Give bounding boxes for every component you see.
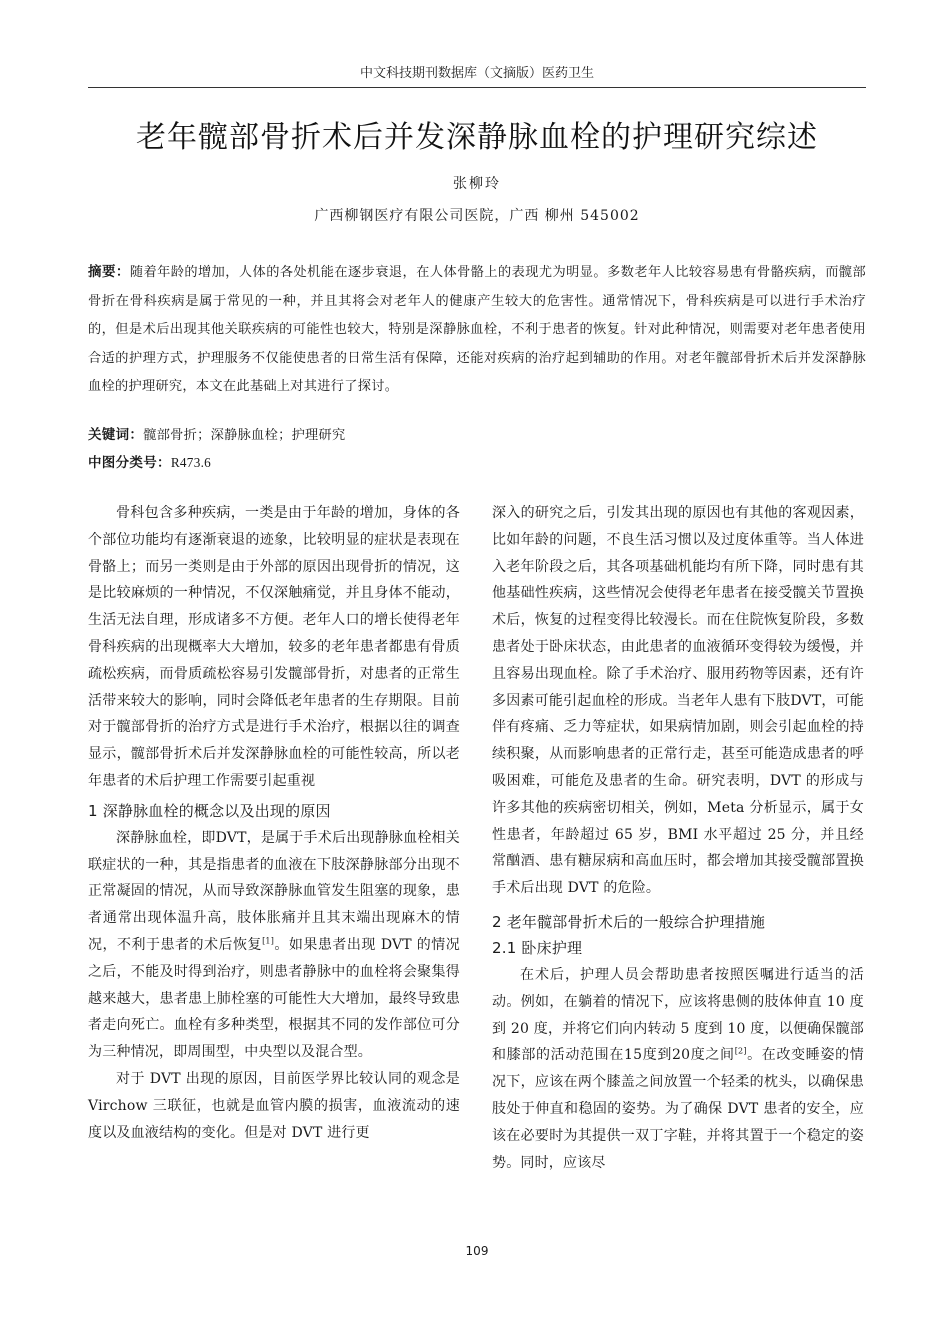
citation-2: [2] <box>734 1046 747 1056</box>
keywords-label: 关键词： <box>88 427 144 443</box>
classification-label: 中图分类号： <box>88 455 171 471</box>
section-2-heading: 2 老年髋部骨折术后的一般综合护理措施 <box>492 912 766 931</box>
classification <box>88 451 866 471</box>
bed-care-text-end: 。在改变睡姿的情况下，应该在两个膝盖之间放置一个轻柔的枕头，以确保患肢处于伸直和稳固的姿势。为了确保 DVT 患者的安全，应该在必要时为其提供一双丁字鞋，并将其置于一个稳定的姿势。同时，应该尽 <box>492 1047 864 1171</box>
abstract-text: 随着年龄的增加，人体的各处机能在逐步衰退，在人体骨骼上的表现尤为明显。多数老年人比较容易患有骨骼疾病，而髋部骨折在骨科疾病是属于常见的一种，并且其将会对老年人的健康产生较大的危害性。通常情况下，骨科疾病是可以进行手术治疗的，但是术后出现其他关联疾病的可能性也较大，特别是深静脉血栓，不利于患者的恢复。针对此种情况，则需要对老年患者使用合适的护理方式，护理服务不仅能使患者的日常生活有保障，还能对疾病的治疗起到辅助的作用。对老年髋部骨折术后并发深静脉血栓的护理研究，本文在此基础上对其进行了探讨。 <box>88 265 866 394</box>
keywords-text: 髋部骨折；深静脉血栓；护理研究 <box>143 428 346 443</box>
journal-header: 中文科技期刊数据库（文摘版）医药卫生 <box>359 66 594 81</box>
author-affiliation: 广西柳钢医疗有限公司医院，广西 柳州 545002 <box>314 208 640 224</box>
abstract-label: 摘要： <box>88 264 130 280</box>
dvt-definition-text-end: 。如果患者出现 DVT 的情况之后，不能及时得到治疗，则患者静脉中的血栓将会聚集得越来越大，患者患上肺栓塞的可能性大大增加，最终导致患者走向死亡。血栓有多种类型，根据其不同的发作部位可分为三种情况，即周围型，中央型以及混合型。 <box>88 936 461 1061</box>
bed-care-text: 在术后，护理人员会帮助患者按照医嘱进行适当的活动。例如，在躺着的情况下，应该将患侧的肢体伸直 10 度到 20 度，并将它们向内转动 5 度到 10 度，以便确保髋部和膝部的活动范围在15度到20度之间 <box>492 966 864 1064</box>
dvt-causes-paragraph: 对于 DVT 出现的原因，目前医学界比较认同的观念是 Virchow 三联征，也就是血管内膜的损害，血液流动的速度以及血液结构的变化。但是对 DVT 进行更 <box>88 1070 460 1141</box>
dvt-definition-paragraph <box>88 825 460 1066</box>
page-number: 109 <box>465 1244 489 1258</box>
author-name: 张柳玲 <box>453 176 501 192</box>
dvt-definition-text: 深静脉血栓，即DVT，是属于手术后出现静脉血栓相关联症状的一种，其是指患者的血液在下肢深静脉部分出现不正常凝固的情况，从而导致深静脉血管发生阻塞的现象，患者通常出现体温升高，肢体胀痛并且其末端出现麻木的情况，不利于患者的术后恢复 <box>88 829 460 953</box>
abstract <box>88 258 866 402</box>
keywords <box>88 423 866 443</box>
right-column <box>492 500 864 1176</box>
bed-care-paragraph <box>492 962 864 1176</box>
intro-paragraph: 骨科包含多种疾病，一类是由于年龄的增加，身体的各个部位功能均有逐渐衰退的迹象，比较明显的症状是表现在骨骼上；而另一类则是由于外部的原因出现骨折的情况，这是比较麻烦的一种情况，不仅深触痛觉，并且身体不能动，生活无法自理，形成诸多不方便。老年人口的增长使得老年骨科疾病的出现概率大大增加，较多的老年患者都患有骨质疏松疾病，而骨质疏松容易引发髋部骨折，对患者的正常生活带来较大的影响，同时会降低老年患者的生存期限。目前对于髋部骨折的治疗方式是进行手术治疗，根据以往的调查显示，髋部骨折术后并发深静脉血栓的可能性较高，所以老年患者的术后护理工作需要引起重视 <box>88 505 460 789</box>
left-column <box>88 500 460 1146</box>
section-1-heading: 1 深静脉血栓的概念以及出现的原因 <box>88 801 331 820</box>
section-2-1-heading: 2.1 卧床护理 <box>492 938 583 957</box>
citation-1: [1] <box>262 936 275 946</box>
dvt-causes-continued: 深入的研究之后，引发其出现的原因也有其他的客观因素，比如年龄的问题，不良生活习惯以及过度体重等。当人体进入老年阶段之后，其各项基础机能均有所下降，同时患有其他基础性疾病，这些情况会使得老年患者在接受髋关节置换术后，恢复的过程变得比较漫长。而在住院恢复阶段，多数患者处于卧床状态，由此患者的血液循环变得较为缓慢，并且容易出现血栓。除了手术治疗、服用药物等因素，还有许多因素可能引起血栓的形成。当老年人患有下肢DVT，可能伴有疼痛、乏力等症状，如果病情加剧，则会引起血栓的持续积聚，从而影响患者的正常行走，甚至可能造成患者的呼吸困难，可能危及患者的生命。研究表明，DVT 的形成与许多其他的疾病密切相关，例如，Meta 分析显示，属于女性患者，年龄超过 65 岁，BMI 水平超过 25 分，并且经常酗酒、患有糖尿病和高血压时，都会增加其接受髋部置换手术后出现 DVT 的危险。 <box>492 505 864 897</box>
header-rule <box>88 87 866 88</box>
article-title: 老年髋部骨折术后并发深静脉血栓的护理研究综述 <box>136 120 818 155</box>
classification-code: R473.6 <box>170 455 212 470</box>
